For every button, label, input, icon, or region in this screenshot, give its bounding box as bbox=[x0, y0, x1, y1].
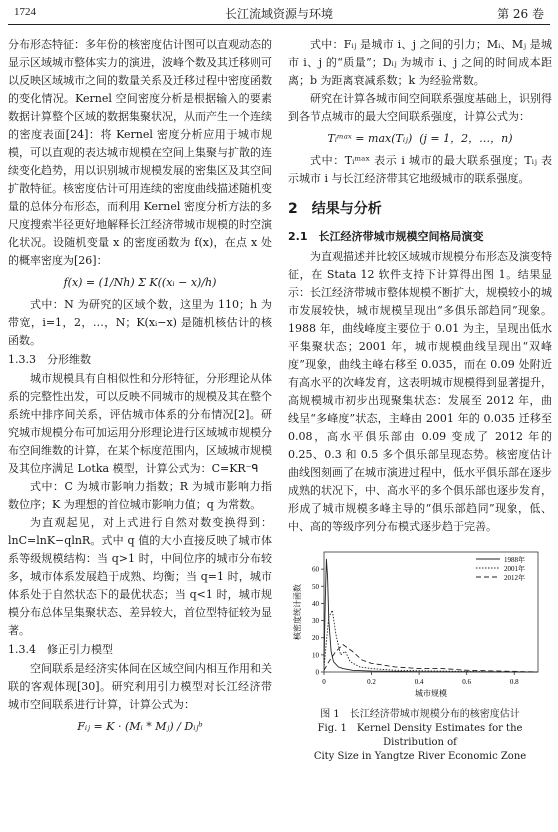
paragraph: 式中：Fᵢⱼ 是城市 i、j 之间的引力；Mᵢ、Mⱼ 是城市 i、j 的“质量”；Dᵢⱼ 为城市 i、j 之间的时间成本距离；b 为距离衰减系数；k 为经验常数。 bbox=[288, 38, 552, 87]
figure-caption-en-line1: Fig. 1 Kernel Density Estimates for the Distribution of bbox=[317, 723, 523, 748]
figure-caption-cn: 图 1 长江经济带城市规模分布的核密度估计 bbox=[320, 709, 520, 720]
paragraph: 式中：Tᵢᵐᵃˣ 表示 i 城市的最大联系强度；Tᵢⱼ 表示城市 i 与长江经济带其它地级城市的联系强度。 bbox=[288, 154, 552, 185]
volume-label: 第 26 卷 bbox=[497, 7, 544, 21]
series-line-2012年 bbox=[324, 645, 538, 672]
paragraph: 式中：C 为城市影响力指数；R 为城市影响力指数位序；K 为理想的首位城市影响力值；q 为常数。 bbox=[8, 480, 272, 511]
header-rule bbox=[8, 24, 550, 25]
figure-caption-en-line2: City Size in Yangtze River Economic Zone bbox=[313, 751, 527, 762]
paragraph: 式中：N 为研究的区域个数，这里为 110；h 为带宽，i=1，2，…，N；K(xᵢ−x) 是随机核估计的核函数。 bbox=[8, 298, 272, 347]
right-column bbox=[288, 36, 552, 764]
paragraph: 为直观描述并比较区域城市规模分布形态及演变特征，在 Stata 12 软件支持下计算得出图 1。结果显示：长江经济带城市整体规模不断扩大，规模较小的城市发展较快，城市规模呈现出“多俱乐部趋同”现象。1988 年，曲线峰度主要位于 0.01 为主，呈现出低水平集聚状态；2001 年，城市规模曲线呈现出“双峰度”现象，曲线主峰右移至 0.035，而在 0.09 处附近有高水平的次峰发育，这表明城市规模得到显著提升，高规模城市初步出现聚集状态：发展至 2012 年，曲线呈“多峰度”状态，主峰由 2001 年的 0.035 迁移至 0.08，高水平俱乐部由 0.09 变成了 2012 年的 0.25、0.3 和 0.5 多个俱乐部呈现态势。核密度估计曲线图刻画了在城市演进过程中，低水平俱乐部在逐步成熟的状况下，中、高水平的多个俱乐部也逐步发育，形成了城市规模多峰主导的“俱乐部趋同”现象，低、中、高的等级序列分布模式逐步趋于完善。 bbox=[288, 250, 552, 533]
paragraph: 空间联系是经济实体间在区域空间内相互作用和关联的客观体现[30]。研究利用引力模型对长江经济带城市空间联系进行计算，计算公式为： bbox=[8, 662, 272, 711]
x-tick-label: 0.4 bbox=[414, 678, 424, 686]
paragraph: 研究在计算各城市间空间联系强度基础上，识别得到各节点城市的最大空间联系强度，计算公式为： bbox=[288, 92, 552, 123]
legend-label: 1988年 bbox=[504, 556, 525, 564]
series-line-2001年 bbox=[324, 610, 538, 672]
paragraph: 城市规模具有自相似性和分形特征，分形理论从体系的完整性出发，可以反映不同城市的规模及其在整个系统中排序间关系，评估城市体系的分布情况[2]。研究城市规模分布可加运用分形理论进行区域城市规模分布空间维数的计算，在某个标度范围内，区域城市规模及其位序满足 Lotka 模型，计算公式为：C=KR⁻ᑫ bbox=[8, 372, 272, 475]
x-tick-label: 0.2 bbox=[367, 678, 376, 686]
x-axis-label: 城市规模 bbox=[415, 689, 447, 698]
page-header bbox=[0, 0, 558, 26]
y-tick-label: 20 bbox=[312, 634, 319, 643]
paragraph: 为直观起见，对上式进行自然对数变换得到：lnC=lnK−qlnR。式中 q 值的大小直接反映了城市体系等级规模结构：当 q>1 时，中间位序的城市分布较多，城市体系发展趋于成熟、均衡；当 q=1 时，城市体系处于自然状态下的最优状态；当 q<1 时，城市规模分布总体呈集聚状态、差异较大，首位型特征较为显著。 bbox=[8, 516, 272, 637]
subsection-heading: 2.1 长江经济带城市规模空间格局演变 bbox=[288, 230, 484, 243]
section-heading: 2 结果与分析 bbox=[288, 201, 382, 217]
y-axis-label: 核密度统计函数 bbox=[293, 584, 302, 640]
y-tick-label: 10 bbox=[312, 651, 319, 660]
gravity-formula: Fᵢⱼ = K · (Mᵢ * Mⱼ) / Dᵢⱼᵇ bbox=[77, 720, 203, 733]
y-tick-label: 0 bbox=[315, 668, 319, 677]
x-tick-label: 0.8 bbox=[509, 678, 519, 686]
subsection-heading: 1.3.4 修正引力模型 bbox=[8, 643, 113, 656]
left-column bbox=[8, 36, 272, 740]
x-tick-label: 0.6 bbox=[462, 678, 472, 686]
y-tick-label: 40 bbox=[312, 599, 319, 608]
subsection-heading: 1.3.3 分形维数 bbox=[8, 353, 91, 366]
max-strength-formula: Tᵢᵐᵃˣ = max(Tᵢⱼ) (j = 1，2，…，n) bbox=[327, 132, 513, 145]
journal-title: 长江流域资源与环境 bbox=[224, 7, 333, 21]
paragraph: 分布形态特征：多年份的核密度估计图可以直观动态的显示区域城市整体实力的演进，波峰个数及其迁移则可以反映区域城市之间的数量关系及迁移过程中密度函数的变化情况。Kernel 空间密度分析是根据输入的要素数据计算整个区域的数据集聚状况，从而产生一个连续的密度表面[24]：将 Kernel 密度分析应用于城市规模，可以直观的表达城市规模在空间上集聚与扩散的连续变化趋势，用以识别城市规模发展的密集区及其空间扩散特征。核密度估计可用连续的密度曲线描述随机变量的总体分布形态，而利用 Kernel 密度分析方法的多尺度搜索半径更好地解释长江经济带城市规模的时空演化状况。设随机变量 x 的密度函数为 f(x)，在点 x 处的概率密度为[26]： bbox=[8, 38, 272, 267]
figure-1 bbox=[288, 544, 552, 704]
kernel-density-formula: f(x) = (1/Nh) Σ K((xᵢ − x)/h) bbox=[63, 276, 217, 289]
legend-label: 2001年 bbox=[504, 565, 525, 573]
x-tick-label: 0 bbox=[322, 678, 326, 686]
y-tick-label: 50 bbox=[312, 582, 319, 591]
y-tick-label: 60 bbox=[312, 565, 319, 574]
y-tick-label: 30 bbox=[312, 617, 319, 626]
legend-label: 2012年 bbox=[504, 574, 525, 582]
page-number: 1724 bbox=[14, 6, 36, 18]
kernel-density-chart bbox=[288, 544, 552, 704]
